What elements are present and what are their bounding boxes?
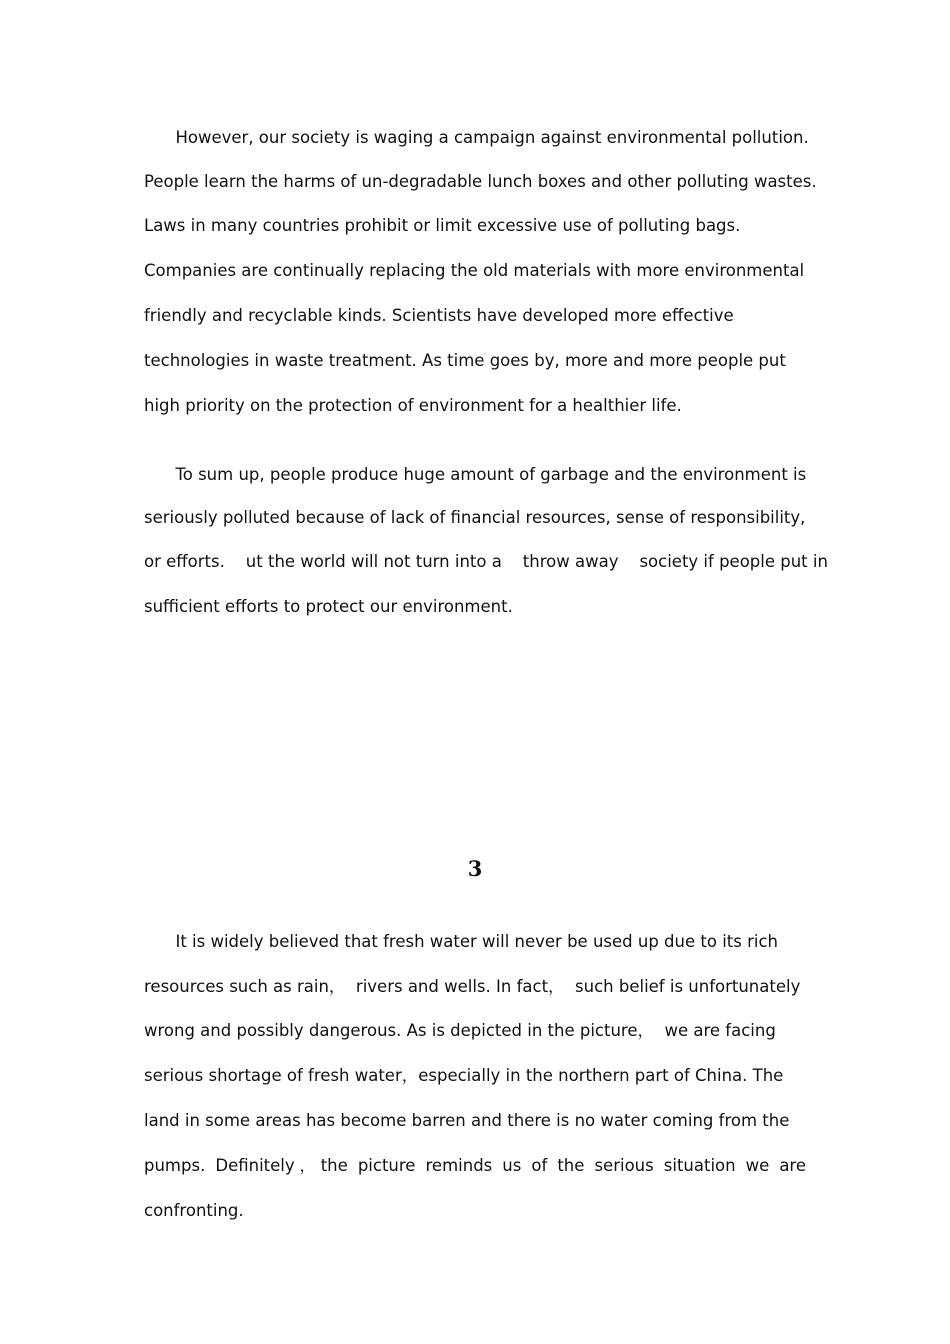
paragraph-1-line: Laws in many countries prohibit or limit excessive use of polluting bags.: [144, 216, 741, 235]
paragraph-2-line: sufficient efforts to protect our environment.: [144, 597, 513, 616]
paragraph-3-line: wrong and possibly dangerous. As is depicted in the picture， we are facing: [144, 1021, 776, 1040]
paragraph-1-line: high priority on the protection of environment for a healthier life.: [144, 396, 682, 415]
paragraph-2-line: seriously polluted because of lack of financial resources, sense of responsibility,: [144, 508, 806, 527]
paragraph-1-line: technologies in waste treatment. As time goes by, more and more people put: [144, 351, 786, 370]
paragraph-1-line: Companies are continually replacing the old materials with more environmental: [144, 261, 805, 280]
paragraph-3-line: resources such as rain， rivers and wells. In fact， such belief is unfortunately: [144, 977, 801, 996]
paragraph-1-line: friendly and recyclable kinds. Scientists have developed more effective: [144, 306, 734, 325]
paragraph-3-line: confronting.: [144, 1201, 244, 1220]
paragraph-1-line: People learn the harms of un-degradable lunch boxes and other polluting wastes.: [144, 172, 817, 191]
paragraph-3-line: land in some areas has become barren and there is no water coming from the: [144, 1111, 790, 1130]
paragraph-2-line: To sum up, people produce huge amount of garbage and the environment is: [144, 465, 807, 484]
section-number: 3: [467, 856, 483, 881]
paragraph-3-line: It is widely believed that fresh water will never be used up due to its rich: [144, 932, 778, 951]
paragraph-1-line: However, our society is waging a campaign against environmental pollution.: [144, 128, 809, 147]
paragraph-2-line: or efforts. ut the world will not turn into a throw away society if people put in: [144, 552, 828, 571]
paragraph-3-line: serious shortage of fresh water，especially in the northern part of China. The: [144, 1066, 784, 1085]
paragraph-3-line: pumps. Definitely，the picture reminds us of the serious situation we are: [144, 1156, 806, 1175]
